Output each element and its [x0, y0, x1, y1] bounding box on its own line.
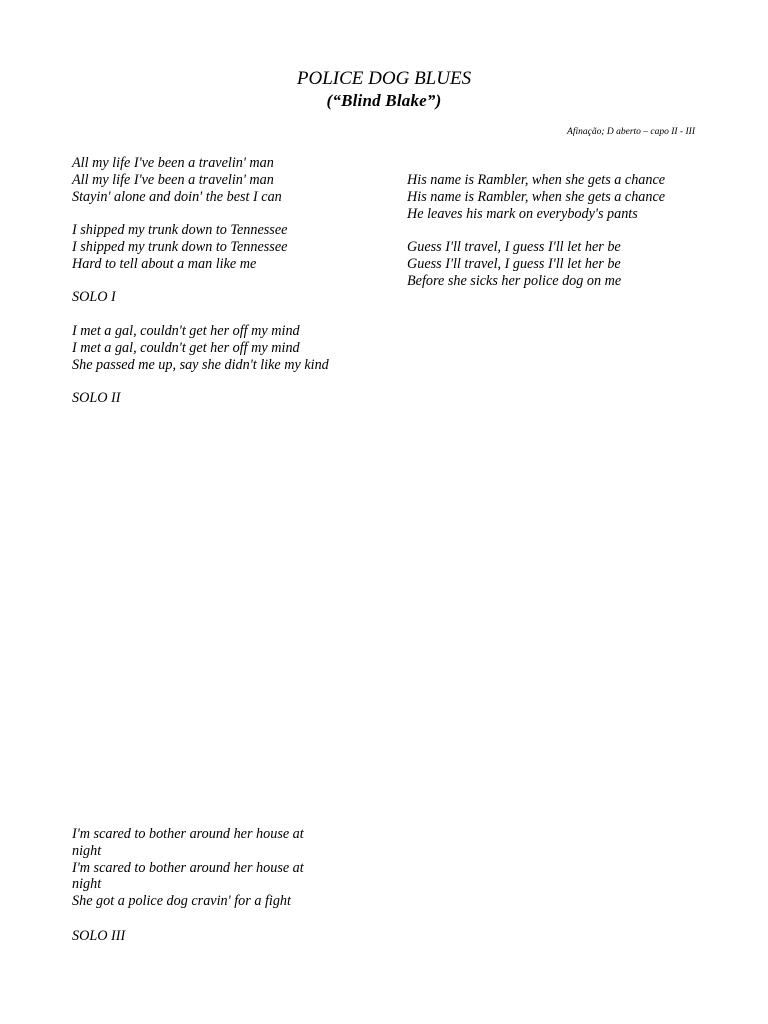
- tuning-note: Afinação; D aberto – capo II - III: [567, 127, 695, 137]
- solo-3-label-block: [72, 928, 372, 945]
- stanza-1: [72, 155, 372, 205]
- lyric-line: night: [72, 876, 102, 893]
- lyric-line: His name is Rambler, when she gets a chance: [407, 172, 666, 188]
- solo-2-label-block: [72, 390, 372, 407]
- lyric-line: She got a police dog cravin' for a fight: [72, 893, 291, 910]
- solo-label: SOLO III: [72, 928, 126, 944]
- lyric-line: His name is Rambler, when she gets a chance: [407, 188, 666, 205]
- lyric-line: Hard to tell about a man like me: [72, 255, 257, 272]
- lyric-line: All my life I've been a travelin' man: [72, 171, 274, 188]
- lyric-line: Guess I'll travel, I guess I'll let her be: [407, 255, 621, 272]
- song-artist: (“Blind Blake”): [326, 91, 442, 110]
- lyric-line: I shipped my trunk down to Tennessee: [72, 238, 288, 255]
- lyric-line: I met a gal, couldn't get her off my mind: [72, 339, 300, 356]
- lyric-line: I shipped my trunk down to Tennessee: [72, 222, 288, 238]
- lyric-line: All my life I've been a travelin' man: [72, 155, 274, 171]
- lyric-line: night: [72, 842, 102, 859]
- lyric-line: She passed me up, say she didn't like my kind: [72, 356, 329, 373]
- solo-1-label-block: [72, 289, 372, 306]
- solo-label: SOLO II: [72, 390, 121, 406]
- lyric-line: Guess I'll travel, I guess I'll let her be: [407, 239, 621, 255]
- lyric-line: Before she sicks her police dog on me: [407, 272, 622, 289]
- lyrics-right-stanza-2: [407, 239, 707, 289]
- lyric-line: I'm scared to bother around her house at: [72, 826, 304, 842]
- solo-label: SOLO I: [72, 289, 116, 305]
- lyrics-left-stanza-4: [72, 826, 372, 910]
- lyrics-left-upper: [72, 155, 372, 205]
- lyrics-right-stanza-1: [407, 172, 707, 222]
- song-title: POLICE DOG BLUES: [296, 68, 472, 89]
- lyrics-left-stanza-2: [72, 222, 372, 272]
- lyric-line: I met a gal, couldn't get her off my mind: [72, 323, 300, 339]
- lyric-line: I'm scared to bother around her house at: [72, 859, 304, 876]
- lyric-line: He leaves his mark on everybody's pants: [407, 205, 638, 222]
- lyrics-left-stanza-3: [72, 323, 372, 373]
- lyric-line: Stayin' alone and doin' the best I can: [72, 188, 282, 205]
